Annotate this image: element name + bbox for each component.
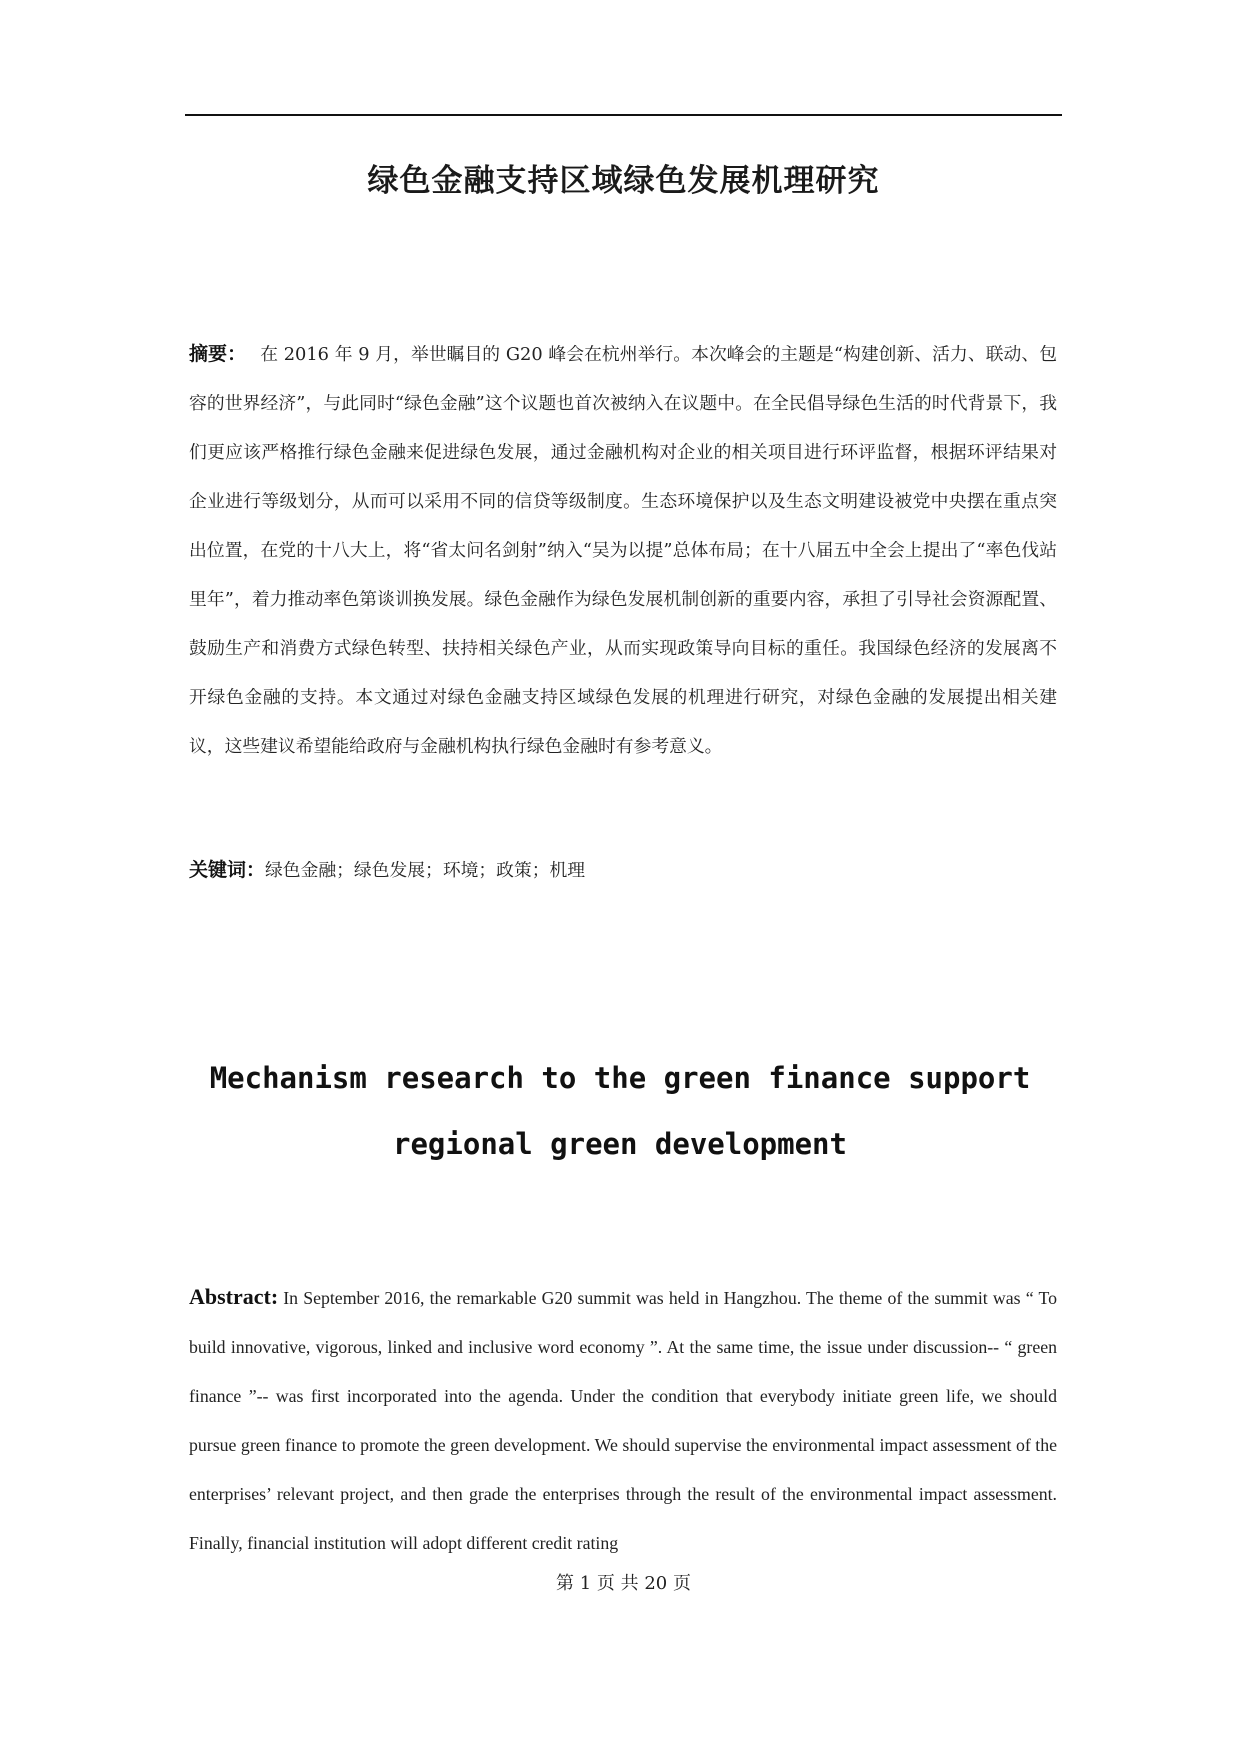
page-footer: 第 1 页 共 20 页 [556,1573,691,1594]
header-rule [185,114,1062,116]
chinese-title: 绿色金融支持区域绿色发展机理研究 [367,163,880,199]
chinese-keywords-label: 关键词： [189,859,266,881]
english-abstract [189,1272,1057,1568]
chinese-keywords [189,850,1057,891]
english-title-line2: regional green development [393,1127,847,1161]
english-abstract-text: In September 2016, the remarkable G20 summit was held in Hangzhou. The theme of the summit was “ To build innovative, vigorous, linked and inclusive word economy ”. At the same time, the issue under discussion-- “ green finance ”-- was first incorporated into the agenda. Under the condition that everybody initiate green life, we should pursue green finance to promote the green development. We should supervise the environmental impact assessment of the enterprises’ relevant project, and then grade the enterprises through the result of the environmental impact assessment. Finally, financial institution will adopt different credit rating [189,1288,1057,1553]
english-title [150,1045,1090,1177]
chinese-abstract-text: 在 2016 年 9 月，举世瞩目的 G20 峰会在杭州举行。本次峰会的主题是“构建创新、活力、联动、包容的世界经济”，与此同时“绿色金融”这个议题也首次被纳入在议题中。在全民倡导绿色生活的时代背景下，我们更应该严格推行绿色金融来促进绿色发展，通过金融机构对企业的相关项目进行环评监督，根据环评结果对企业进行等级划分，从而可以采用不同的信贷等级制度。生态环境保护以及生态文明建设被党中央摆在重点突出位置，在党的十八大上，将“省太问名剑射”纳入“吴为以提”总体布局；在十八届五中全会上提出了“率色伐站里年”，着力推动率色第谈训换发展。绿色金融作为绿色发展机制创新的重要内容，承担了引导社会资源配置、鼓励生产和消费方式绿色转型、扶持相关绿色产业，从而实现政策导向目标的重任。我国绿色经济的发展离不开绿色金融的支持。本文通过对绿色金融支持区域绿色发展的机理进行研究，对绿色金融的发展提出相关建议，这些建议希望能给政府与金融机构执行绿色金融时有参考意义。 [189,344,1057,757]
chinese-abstract [189,330,1057,771]
english-abstract-label: Abstract: [189,1284,279,1309]
chinese-keywords-text: 绿色金融；绿色发展；环境；政策；机理 [265,860,586,881]
chinese-abstract-label: 摘要： [189,343,247,365]
english-title-line1: Mechanism research to the green finance support [209,1061,1031,1095]
